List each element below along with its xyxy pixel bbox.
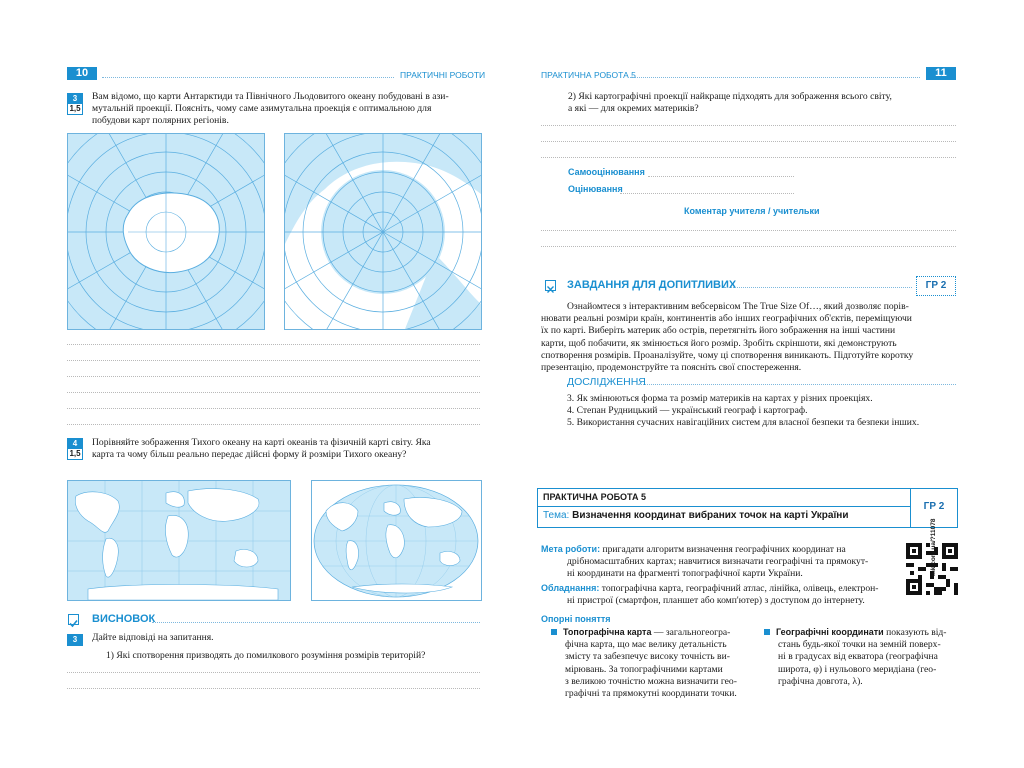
answer-line[interactable] (541, 141, 956, 142)
equipment-label: Обладнання: (541, 583, 600, 593)
answer-line[interactable] (67, 376, 480, 377)
answer-line[interactable] (67, 408, 480, 409)
answer-line[interactable] (541, 230, 956, 231)
research-item: 5. Використання сучасних навігаційних систем для власної безпеки та безпеки інших. (567, 417, 920, 429)
curious-dots (724, 287, 912, 288)
question-2-line: 2) Які картографічні проекції найкраще підходять для зображення всього світу, (568, 91, 892, 102)
concept-line: з великою точністю можна визначити гео- (565, 675, 737, 687)
task3-number: 3 (68, 94, 82, 104)
task4-badge (67, 438, 83, 460)
bullet-square-icon (764, 629, 770, 635)
bullet-square-icon (551, 629, 557, 635)
work-equipment (541, 582, 903, 607)
check-mark-icon (69, 619, 78, 628)
task3-text-line: Вам відомо, що карти Антарктиди та Північного Льодовитого океану побудовані в ази- (92, 91, 449, 102)
question-2 (568, 91, 958, 115)
equipment-line: ні пристрої (смартфон, планшет або комп'ютер) з доступом до інтернету. (567, 595, 865, 607)
concept-line: графічні та прямокутні координати точки. (565, 688, 737, 700)
answer-line[interactable] (67, 344, 480, 345)
concept-line: — загальногеогра- (653, 627, 731, 638)
task4-text-line: карта та чому більш реально передає дійсні форму й розміри Тихого океану? (92, 449, 407, 461)
answer-line[interactable] (67, 424, 480, 425)
research-dots (638, 384, 956, 385)
arctic-ocean-map (284, 133, 482, 330)
task4-points: 1,5 (69, 449, 81, 458)
curious-line: карти, щоб побачити, як змінюється його розмір. Зробіть скріншоти, які демонструють (541, 337, 897, 349)
oceans-map-graphic (68, 481, 290, 600)
equipment-line: топографічна карта, географічний атлас, лінійка, олівець, електрон- (601, 583, 879, 594)
answer-line[interactable] (67, 688, 480, 689)
task4-text-line: Порівняйте зображення Тихого океану на карті океанів та фізичній карті світу. Яка (92, 437, 431, 448)
practical-work-divider (538, 506, 910, 507)
assessment-label: Оцінювання (568, 184, 623, 194)
right-running-head: ПРАКТИЧНА РОБОТА 5 (541, 70, 636, 80)
curious-line: їх по карті. Виберіть материк або острів, перетягніть його зображення на інші частини (541, 325, 896, 337)
concept-line: фічна карта, що має велику детальність (565, 639, 727, 651)
answer-line[interactable] (541, 125, 956, 126)
concepts-title: Опорні поняття (541, 614, 611, 624)
answer-line[interactable] (541, 246, 956, 247)
world-oceans-map (67, 480, 291, 601)
goal-line: ні координати на фрагменті топографічної карти України. (567, 568, 803, 580)
answer-line[interactable] (67, 360, 480, 361)
task3-points: 1,5 (69, 104, 81, 113)
research-list (567, 393, 959, 430)
question-1: 1) Які спотворення призводять до помилкового розуміння розмірів територій? (106, 650, 426, 661)
assessment-field[interactable] (620, 193, 794, 194)
concept-term: Географічні координати (776, 627, 884, 637)
answer-line[interactable] (67, 672, 480, 673)
curious-paragraph (541, 301, 959, 374)
goal-label: Мета роботи: (541, 544, 601, 554)
concept-line: широта, φ) і нульового меридіана (гео- (778, 663, 937, 675)
concept-line: ні в градусах від екватора (географічна (778, 651, 938, 663)
goal-line: пригадати алгоритм визначення географічних координат на (602, 544, 846, 555)
practical-work-topic (543, 510, 848, 521)
question-2-line: а які — для окремих материків? (568, 103, 699, 115)
task4-number: 4 (68, 439, 82, 449)
curious-line: Ознайомтеся з інтерактивним вебсервісом The True Size Of…, який дозволяє порів- (567, 301, 909, 312)
work-goal (541, 543, 901, 581)
task4-text (92, 437, 486, 461)
physical-world-map (311, 480, 482, 601)
conclusions-dots (152, 622, 480, 623)
concept-geographic-coordinates (764, 626, 960, 688)
antarctica-map (67, 133, 265, 330)
research-item: 3. Як змінюються форма та розмір материків на картах у різних проекціях. (567, 393, 873, 404)
concept-line: стань будь-якої точки на земній поверх- (778, 639, 941, 651)
teacher-comment-label: Коментар учителя / учительки (684, 206, 820, 216)
qr-caption[interactable]: mk.com.ua/?11078 (930, 518, 937, 576)
research-item: 4. Степан Рудницький — український географ і картограф. (567, 405, 808, 417)
antarctica-map-graphic (68, 134, 264, 329)
task3-badge (67, 93, 83, 115)
left-header-dots (102, 77, 394, 78)
conclusions-badge (67, 634, 83, 646)
arctic-map-graphic (285, 134, 481, 329)
conclusions-badge-number: 3 (68, 635, 82, 645)
goal-line: дрібномасштабних картах; навчитися визначати географічні та прямокут- (567, 556, 869, 568)
curious-icon (545, 280, 556, 291)
topic-label: Тема: (543, 510, 570, 521)
cross-mark-icon (546, 285, 555, 294)
self-assessment-label: Самооцінювання (568, 167, 645, 177)
right-page-number: 11 (926, 67, 956, 80)
answer-line[interactable] (541, 157, 956, 158)
concept-topographic-map (551, 626, 751, 700)
concept-line: графічна довгота, λ). (778, 675, 863, 687)
checkbox-icon (68, 614, 79, 625)
topic-text: Визначення координат вибраних точок на карті України (572, 510, 849, 521)
left-page-number: 10 (67, 67, 97, 80)
physical-map-graphic (312, 481, 481, 600)
curious-title: ЗАВДАННЯ ДЛЯ ДОПИТЛИВИХ (567, 279, 737, 291)
curious-line: презентацію, продемонструйте та поясніть свої спостереження. (541, 362, 802, 374)
task3-text-line: побудови карт полярних регіонів. (92, 115, 229, 127)
concept-term: Топографічна карта (563, 627, 652, 637)
left-running-head: ПРАКТИЧНІ РОБОТИ (400, 70, 486, 80)
task3-text-line: мутальній проекції. Поясніть, чому саме азимутальна проекція є оптимальною для (92, 103, 432, 115)
concept-line: змісту та забезпечує високу точність ви- (565, 651, 730, 663)
right-header-dots (630, 77, 920, 78)
practical-group-badge: ГР 2 (923, 501, 945, 512)
conclusions-instruction: Дайте відповіді на запитання. (92, 632, 214, 643)
curious-line: нювати реальні розміри країн, континентів або інших географічних об'єктів, переміщуючи (541, 313, 912, 325)
answer-line[interactable] (67, 392, 480, 393)
curious-group-badge: ГР 2 (916, 276, 956, 296)
practical-work-header (537, 488, 958, 528)
concept-line: мірювань. За топографічними картами (565, 663, 723, 675)
task3-text (92, 91, 486, 128)
conclusions-title: ВИСНОВОК (92, 613, 156, 625)
concept-line: показують від- (886, 627, 947, 638)
practical-work-label: ПРАКТИЧНА РОБОТА 5 (543, 492, 646, 502)
curious-line: спотворення розмірів. Проаналізуйте, чому ці спотворення виникають. Підготуйте коротку (541, 349, 914, 361)
research-title: ДОСЛІДЖЕННЯ (567, 376, 646, 388)
self-assessment-field[interactable] (648, 176, 794, 177)
